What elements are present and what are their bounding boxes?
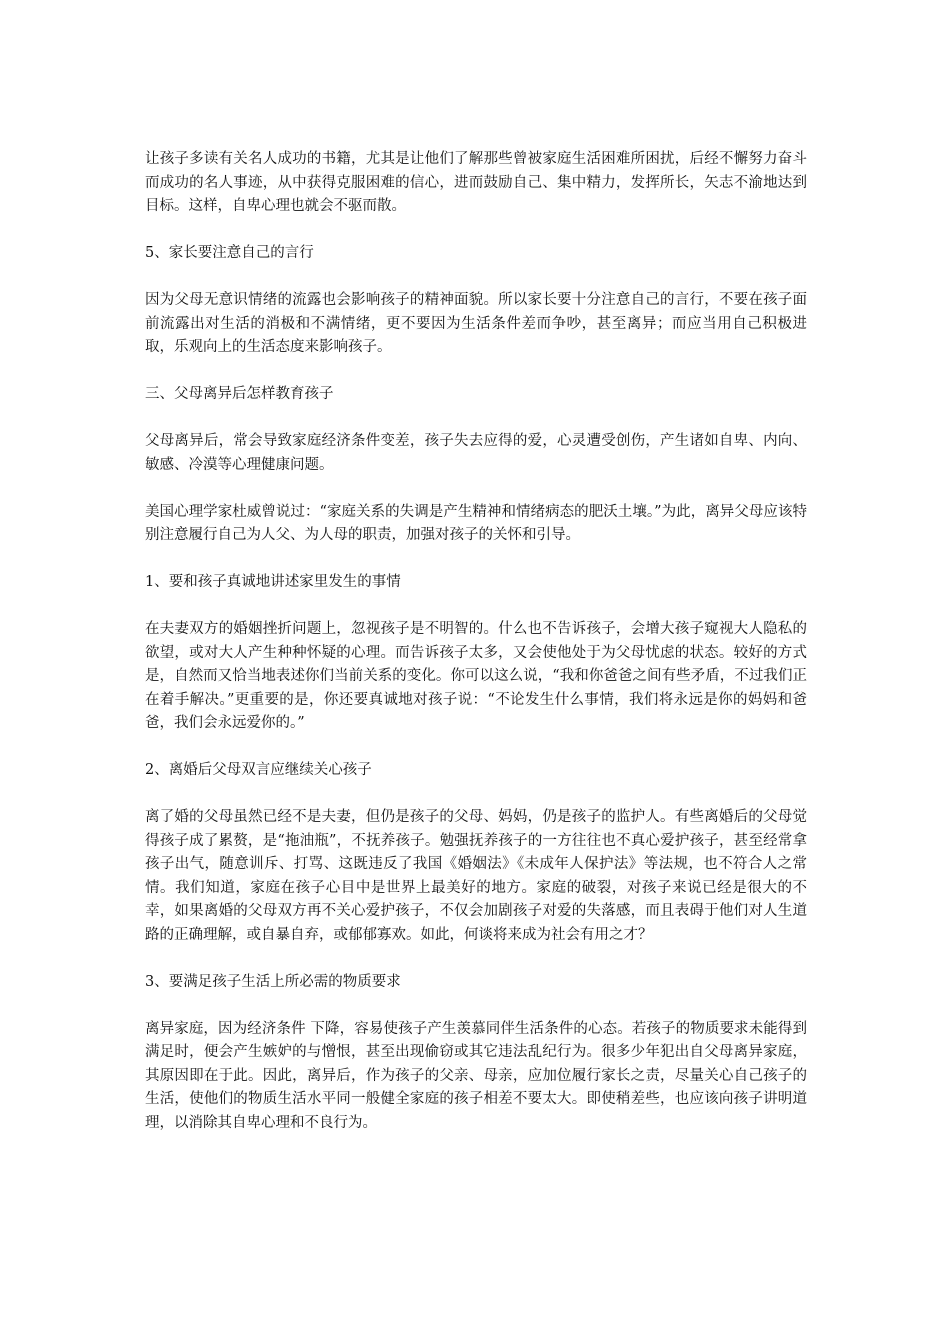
heading-section-three-divorce: 三、父母离异后怎样教育孩子 [145,386,334,402]
heading-material-needs: 3、要满足孩子生活上所必需的物质要求 [145,973,401,990]
paragraph-material-needs: 离异家庭，因为经济条件 下降，容易使孩子产生羡慕同伴生活条件的心态。若孩子的物质要求未能得到满足时，便会产生嫉妒的与憎恨，甚至出现偷窃或其它违法乱纪行为。很多少年犯出自父母离异家庭，其原因即在于此。因此，离异后，作为孩子的父亲、母亲，应加位履行家长之责，尽量关心自己孩子的生活，使他们的物质生活水平同一般健全家庭的孩子相差不要太大。即使稍差些，也应该向孩子讲明道理，以消除其自卑心理和不良行为。 [145,1020,807,1131]
heading-honest-talk: 1、要和孩子真诚地讲述家里发生的事情 [145,574,401,590]
heading-continue-caring: 2、离婚后父母双言应继续关心孩子 [145,762,372,778]
paragraph-parents-emotions: 因为父母无意识情绪的流露也会影响孩子的精神面貌。所以家长要十分注意自己的言行，不要在孩子面前流露出对生活的消极和不满情绪，更不要因为生活条件差而争吵，甚至离异；而应当用自己积极进取，乐观向上的生活态度来影响孩子。 [145,292,807,355]
paragraph-famous-people-books: 让孩子多读有关名人成功的书籍，尤其是让他们了解那些曾被家庭生活困难所困扰，后经不懈努力奋斗而成功的名人事迹，从中获得克服困难的信心，进而鼓励自己、集中精力，发挥所长，矢志不渝地达到目标。这样，自卑心理也就会不驱而散。 [145,151,807,214]
heading-parents-words-deeds: 5、家长要注意自己的言行 [145,245,314,261]
paragraph-honest-talk: 在夫妻双方的婚姻挫折问题上，忽视孩子是不明智的。什么也不告诉孩子，会增大孩子窥视大人隐私的欲望，或对大人产生种种怀疑的心理。而告诉孩子太多，又会使他处于为父母忧虑的状态。较好的方式是，自然而又恰当地表述你们当前关系的变化。你可以这么说，“我和你爸爸之间有些矛盾，不过我们正在着手解决。”更重要的是，你还要真诚地对孩子说：“不论发生什么事情，我们将永远是你的妈妈和爸爸，我们会永远爱你的。” [145,621,807,731]
paragraph-divorce-effects: 父母离异后，常会导致家庭经济条件变差，孩子失去应得的爱，心灵遭受创伤，产生诸如自卑、内向、敏感、冷漠等心理健康问题。 [145,433,807,473]
paragraph-dewey-quote: 美国心理学家杜威曾说过：“家庭关系的失调是产生精神和情绪病态的肥沃土壤。”为此，离异父母应该特别注意履行自己为人父、为人母的职责，加强对孩子的关怀和引导。 [145,503,807,543]
document-page [145,148,807,1159]
paragraph-continue-caring: 离了婚的父母虽然已经不是夫妻，但仍是孩子的父母、妈妈，仍是孩子的监护人。有些离婚后的父母觉得孩子成了累赘，是“拖油瓶”，不抚养孩子。勉强抚养孩子的一方往往也不真心爱护孩子，甚至经常拿孩子出气，随意训斥、打骂、这既违反了我国《婚姻法》《未成年人保护法》等法规，也不符合人之常情。我们知道，家庭在孩子心目中是世界上最美好的地方。家庭的破裂，对孩子来说已经是很大的不幸，如果离婚的父母双方再不关心爱护孩子，不仅会加剧孩子对爱的失落感，而且表碍于他们对人生道路的正确理解，或自暴自弃，或郁郁寡欢。如此，何谈将来成为社会有用之才？ [145,809,807,943]
